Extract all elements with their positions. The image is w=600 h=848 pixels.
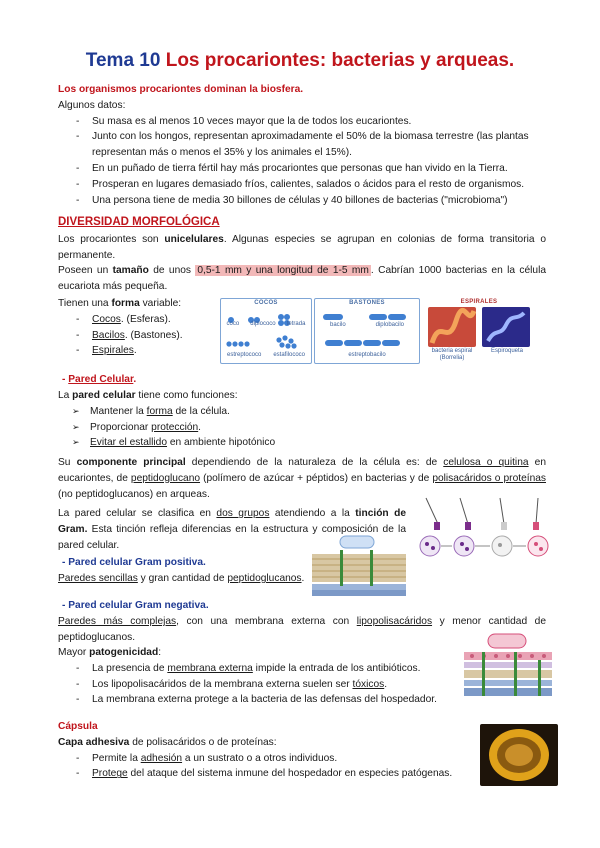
list-item: - Junto con los hongos, representan aproximadamente el 50% de la biomasa terrestre (las plantas representan más o menos el 35% y los animales el 15%). bbox=[58, 129, 546, 161]
section3-heading: Pared Celular bbox=[68, 374, 134, 385]
list-item: - Cocos. (Esferas). bbox=[58, 312, 218, 328]
list-item: - Permite la adhesión a un sustrato o a otros individuos. bbox=[58, 751, 478, 767]
label-bacilo: bacilo bbox=[329, 322, 346, 328]
cocos-figure: COCOS coco diplococo tetrada estreptococo estafilococo bbox=[220, 298, 312, 364]
gram-negative-block: - Pared celular Gram negativa. bbox=[62, 600, 209, 611]
gram-positive-wall-figure bbox=[310, 532, 408, 608]
label-tetrada: tetrada bbox=[286, 321, 306, 327]
section2-heading: DIVERSIDAD MORFOLÓGICA bbox=[58, 216, 220, 228]
capsula-intro: Capa adhesiva de polisacáridos o de proteínas: bbox=[58, 736, 277, 748]
spirochete-photo bbox=[482, 307, 530, 347]
title-text: Los procariontes: bacterias y arqueas. bbox=[165, 50, 515, 71]
section-diversidad bbox=[58, 214, 546, 295]
spiral-bacteria-photo bbox=[428, 307, 476, 347]
capsule-micrograph bbox=[480, 724, 558, 786]
bastones-figure: BASTONES bacilo diplobacilo estreptobacilo bbox=[314, 298, 420, 364]
section1-intro: Algunos datos: bbox=[58, 99, 126, 111]
label-coco: coco bbox=[226, 321, 240, 327]
gram-negative-text: Paredes más complejas, con una membrana externa con lipopolisacáridos y menor cantidad de peptidoglucanos. bbox=[58, 616, 547, 643]
section1-list bbox=[58, 114, 546, 209]
list-item: - La membrana externa protege a la bacteria de las defensas del hospedador. bbox=[58, 692, 462, 708]
gram-positive-text: Paredes sencillas y gran cantidad de peptidoglucanos. bbox=[58, 573, 305, 584]
gram-stain-figure bbox=[408, 494, 558, 566]
title-number: Tema 10 bbox=[85, 50, 161, 71]
section1-heading: Los organismos procariontes dominan la biosfera. bbox=[58, 84, 304, 95]
label-diplococo: diplococo bbox=[250, 321, 276, 327]
section4-heading: Cápsula bbox=[58, 721, 98, 732]
list-item: ➢ Mantener la forma de la célula. bbox=[58, 404, 546, 420]
list-item: - En un puñado de tierra fértil hay más procariontes que personas que han vivido en la Tierra. bbox=[58, 161, 546, 177]
label-estreptococo: estreptococo bbox=[226, 352, 262, 358]
list-item: - Una persona tiene de media 30 billones de células y 40 billones de bacterias ("microbioma") bbox=[58, 193, 546, 209]
gram-positive-heading: Pared celular Gram positiva. bbox=[68, 557, 206, 568]
paragraph-componente: Su componente principal dependiendo de la naturaleza de la célula es: de celulosa o quitina en eucariontes, de peptidoglucano (polímero de azúcar + péptidos) en bacterias y de polisacáridos o proteínas (no peptidoglucanos) en arqueas. bbox=[58, 457, 546, 500]
pared-heading-row: - Pared Celular. bbox=[62, 374, 137, 385]
list-item: ➢ Evitar el estallido en ambiente hipotónico bbox=[58, 435, 546, 451]
section-biosfera bbox=[58, 82, 546, 209]
list-item: - Prosperan en lugares demasiado fríos, calientes, salados o ácidos para el resto de organismos. bbox=[58, 177, 546, 193]
list-item: - Su masa es al menos 10 veces mayor que la de todos los eucariontes. bbox=[58, 114, 546, 130]
label-estreptobacilo: estreptobacilo bbox=[348, 352, 386, 358]
forma-intro: Tienen una forma variable: bbox=[58, 298, 182, 309]
pared-functions bbox=[58, 388, 546, 451]
section-capsula bbox=[58, 719, 478, 782]
patogenicidad-block bbox=[58, 645, 462, 708]
patogenicidad-list bbox=[58, 661, 462, 708]
paragraph-tamano: Poseen un tamaño de unos 0,5-1 mm y una longitud de 1-5 mm . Cabrían 1000 bacterias en la célula eucariota más pequeña. bbox=[58, 265, 547, 293]
label-espiroqueta: Espiroqueta bbox=[490, 348, 524, 354]
shapes-list-block bbox=[58, 296, 218, 359]
list-item: - Espirales. bbox=[58, 343, 218, 359]
list-item: - Los lipopolisacáridos de la membrana externa suelen ser tóxicos. bbox=[58, 677, 462, 693]
espirales-figure: ESPIRALES bacteria espiral (Borrelia) Espiroqueta bbox=[424, 298, 534, 366]
patogenicidad-intro: Mayor patogenicidad: bbox=[58, 647, 162, 658]
label-estafilococo: estafilococo bbox=[273, 352, 305, 358]
pared-intro: La pared celular tiene como funciones: bbox=[58, 390, 238, 401]
paragraph-gram: La pared celular se clasifica en dos grupos atendiendo a la tinción de Gram. Esta tinción refleja diferencias en la estructura y composición de la pared celular. bbox=[58, 508, 406, 551]
label-espiral: bacteria espiral (Borrelia) bbox=[431, 348, 473, 361]
list-item: - Bacilos. (Bastones). bbox=[58, 328, 218, 344]
list-item: - La presencia de membrana externa impide la entrada de los antibióticos. bbox=[58, 661, 462, 677]
shapes-list bbox=[58, 312, 218, 359]
gram-positive-block: - Pared celular Gram positiva. bbox=[62, 557, 206, 568]
page-title bbox=[0, 50, 600, 73]
label-diplobacilo: diplobacilo bbox=[375, 322, 404, 328]
functions-list bbox=[58, 404, 546, 451]
gram-negative-wall-figure bbox=[462, 632, 554, 712]
list-item: - Protege del ataque del sistema inmune del hospedador en especies patógenas. bbox=[58, 766, 478, 782]
size-highlight: 0,5-1 mm y una longitud de 1-5 mm bbox=[197, 265, 369, 277]
gram-negative-heading: Pared celular Gram negativa. bbox=[68, 600, 209, 611]
paragraph-unicelulares: Los procariontes son unicelulares. Algunas especies se agrupan en colonias de forma transitoria o permanente. bbox=[58, 233, 547, 261]
list-item: ➢ Proporcionar protección. bbox=[58, 420, 546, 436]
capsula-list bbox=[58, 751, 478, 783]
